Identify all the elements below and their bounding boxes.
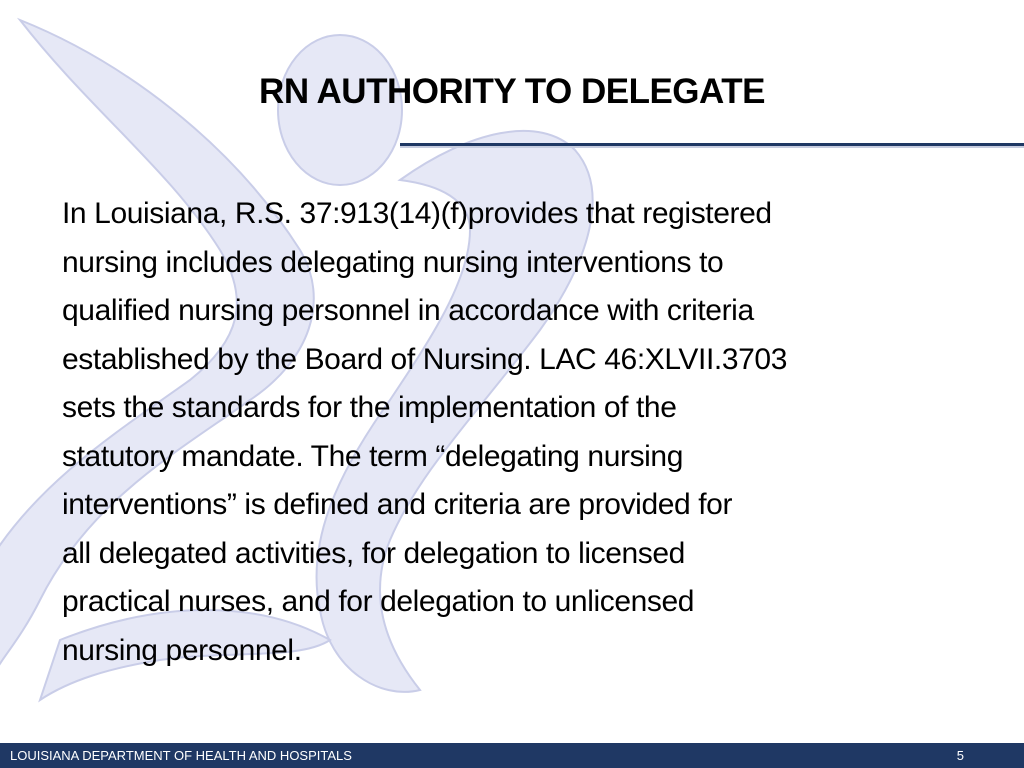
body-line: all delegated activities, for delegation to licensed [62,536,685,570]
body-line: statutory mandate. The term “delegating nursing [62,439,684,473]
body-line: nursing includes delegating nursing interventions to [62,245,724,279]
body-paragraph [62,190,962,675]
body-line: practical nurses, and for delegation to unlicensed [62,585,695,618]
body-line: In Louisiana, R.S. 37:913(14)(f)provides that registered [62,197,772,230]
slide-title: RN AUTHORITY TO DELEGATE [259,72,765,111]
footer-organization: LOUISIANA DEPARTMENT OF HEALTH AND HOSPITALS [10,748,352,763]
body-line: established by the Board of Nursing. LAC 46:XLVII.3703 [62,342,787,376]
body-line: interventions” is defined and criteria are provided for [62,488,733,521]
body-line: qualified nursing personnel in accordance with criteria [62,294,754,327]
body-line: sets the standards for the implementation of the [62,391,677,424]
title-divider [400,143,1024,146]
page-number: 5 [956,748,964,763]
body-line: nursing personnel. [62,633,302,667]
footer-bar [0,743,1024,768]
